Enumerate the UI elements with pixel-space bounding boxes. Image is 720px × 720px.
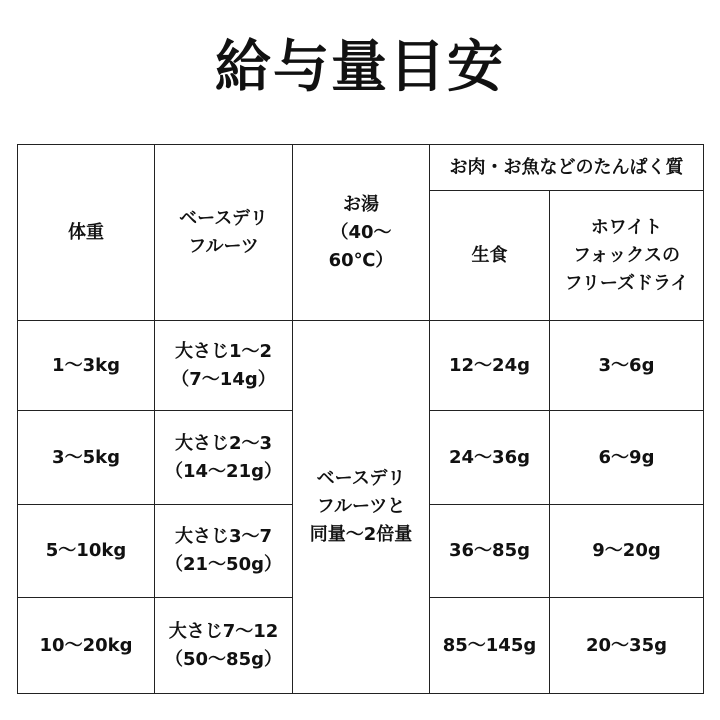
header-raw: 生食 — [430, 191, 550, 321]
cell-raw: 12〜24g — [430, 321, 550, 411]
page-title: 給与量目安 — [215, 35, 505, 100]
feeding-amount-table — [17, 144, 704, 694]
cell-weight: 1〜3kg — [18, 321, 155, 411]
cell-fruits: 大さじ7〜12 （50〜85g） — [155, 598, 293, 694]
header-row — [18, 145, 704, 191]
header-freeze-dry: ホワイト フォックスの フリーズドライ — [550, 191, 704, 321]
table-row — [18, 321, 704, 411]
cell-freeze-dry: 3〜6g — [550, 321, 704, 411]
cell-weight: 3〜5kg — [18, 411, 155, 505]
cell-freeze-dry: 20〜35g — [550, 598, 704, 694]
cell-weight: 10〜20kg — [18, 598, 155, 694]
cell-fruits: 大さじ1〜2 （7〜14g） — [155, 321, 293, 411]
cell-raw: 85〜145g — [430, 598, 550, 694]
header-water: お湯 （40〜 60℃） — [293, 145, 430, 321]
header-protein-group: お肉・お魚などのたんぱく質 — [430, 145, 704, 191]
cell-fruits: 大さじ3〜7 （21〜50g） — [155, 505, 293, 598]
cell-water-note: ベースデリ フルーツと 同量〜2倍量 — [293, 321, 430, 694]
header-fruits: ベースデリ フルーツ — [155, 145, 293, 321]
cell-weight: 5〜10kg — [18, 505, 155, 598]
header-weight: 体重 — [18, 145, 155, 321]
cell-raw: 24〜36g — [430, 411, 550, 505]
cell-freeze-dry: 9〜20g — [550, 505, 704, 598]
cell-fruits: 大さじ2〜3 （14〜21g） — [155, 411, 293, 505]
cell-raw: 36〜85g — [430, 505, 550, 598]
cell-freeze-dry: 6〜9g — [550, 411, 704, 505]
